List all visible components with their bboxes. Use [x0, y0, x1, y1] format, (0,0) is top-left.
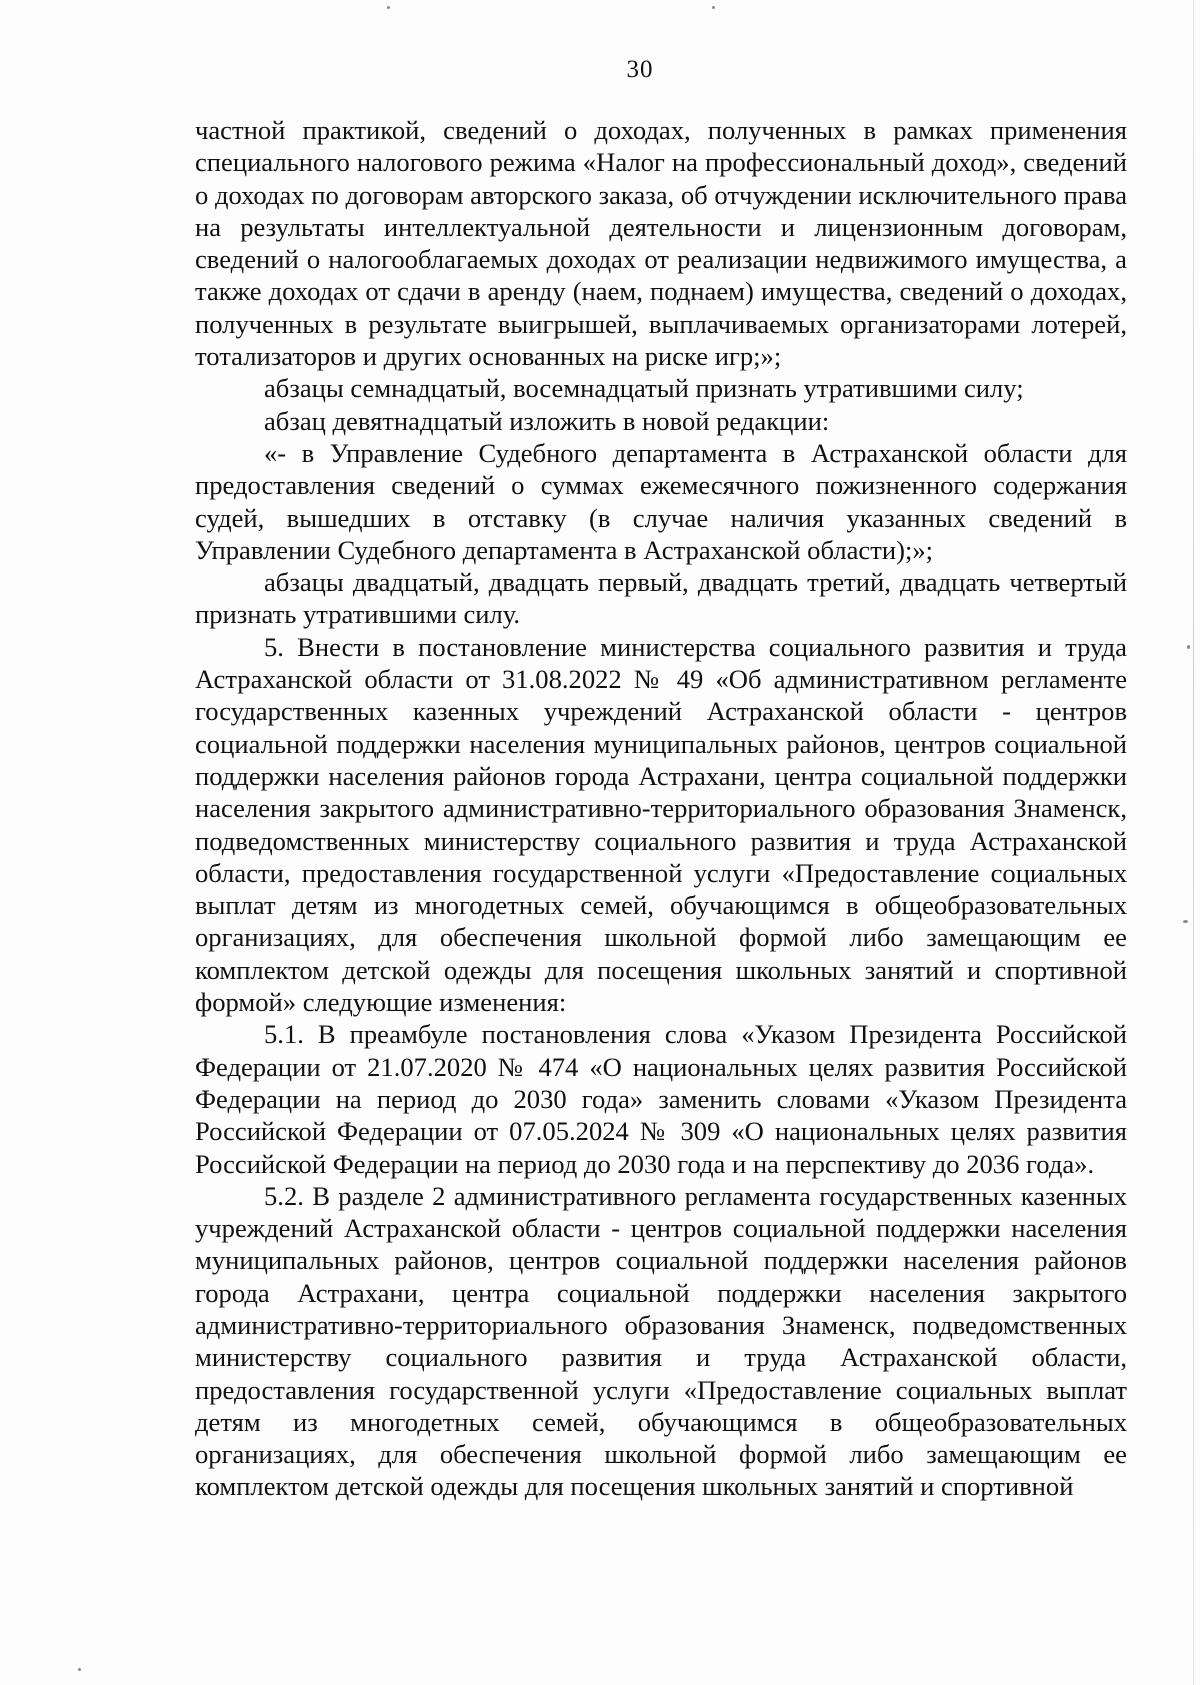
paragraph-continuation: частной практикой, сведений о доходах, полученных в рамках применения специального налогового режима «Налог на профессиональный доход», сведений о доходах по договорам авторского заказа, об отчуждении исключительного права на результаты интеллектуальной деятельности и лицензионным договорам, сведений о налогооблагаемых доходах от реализации недвижимого имущества, а также доходах от сдачи в аренду (наем, поднаем) имущества, сведений о доходах, полученных в результате выигрышей, выплачиваемых организаторами лотерей, тотализаторов и других основанных на риске игр;»;: [195, 115, 1127, 372]
scan-speck: [1183, 920, 1188, 923]
paragraph-new-wording: «- в Управление Судебного департамента в Астраханской области для предоставления сведений о суммах ежемесячного пожизненного содержания судей, вышедших в отставку (в случае наличия указанных сведений в Управлении Судебного департамента в Астраханской области);»;: [195, 437, 1127, 565]
scan-speck: [387, 6, 390, 9]
paragraph-item-5: 5. Внести в постановление министерства социального развития и труда Астраханской области от 31.08.2022 № 49 «Об административном регламенте государственных казенных учреждений Астраханской области - центров социальной поддержки населения муниципальных районов, центров социальной поддержки населения районов города Астрахани, центра социальной поддержки населения закрытого административно-территориального образования Знаменск, подведомственных министерству социального развития и труда Астраханской области, предоставления государственной услуги «Предоставление социальных выплат детям из многодетных семей, обучающимся в общеобразовательных организациях, для обеспечения школьной формой либо замещающим ее комплектом детской одежды для посещения школьных занятий и спортивной формой» следующие изменения:: [195, 631, 1127, 1018]
document-body: [195, 114, 1127, 1503]
paragraph-item-5-1: 5.1. В преамбуле постановления слова «Указом Президента Российской Федерации от 21.07.2020 № 474 «О национальных целях развития Российской Федерации на период до 2030 года» заменить словами «Указом Президента Российской Федерации от 07.05.2024 № 309 «О национальных целях развития Российской Федерации на период до 2030 года и на перспективу до 2036 года».: [195, 1019, 1127, 1179]
scan-speck: [712, 6, 715, 9]
scan-edge-line: [1193, 0, 1194, 1685]
paragraph-abzatsy-17-18: абзацы семнадцатый, восемнадцатый признать утратившими силу;: [264, 373, 1024, 404]
paragraph-abzatsy-20-24: абзацы двадцатый, двадцать первый, двадцать третий, двадцать четвертый признать утратившими силу.: [195, 567, 1127, 630]
page-number: 30: [626, 56, 654, 83]
scan-speck: [1187, 645, 1190, 649]
paragraph-abzats-19: абзац девятнадцатый изложить в новой редакции:: [264, 405, 830, 436]
scan-speck: [78, 1668, 81, 1671]
paragraph-item-5-2: 5.2. В разделе 2 административного регламента государственных казенных учреждений Астраханской области - центров социальной поддержки населения муниципальных районов, центров социальной поддержки населения районов города Астрахани, центра социальной поддержки населения закрытого административно-территориального образования Знаменск, подведомственных министерству социального развития и труда Астраханской области, предоставления государственной услуги «Предоставление социальных выплат детям из многодетных семей, обучающимся в общеобразовательных организациях, для обеспечения школьной формой либо замещающим ее комплектом детской одежды для посещения школьных занятий и спортивной: [195, 1180, 1127, 1502]
